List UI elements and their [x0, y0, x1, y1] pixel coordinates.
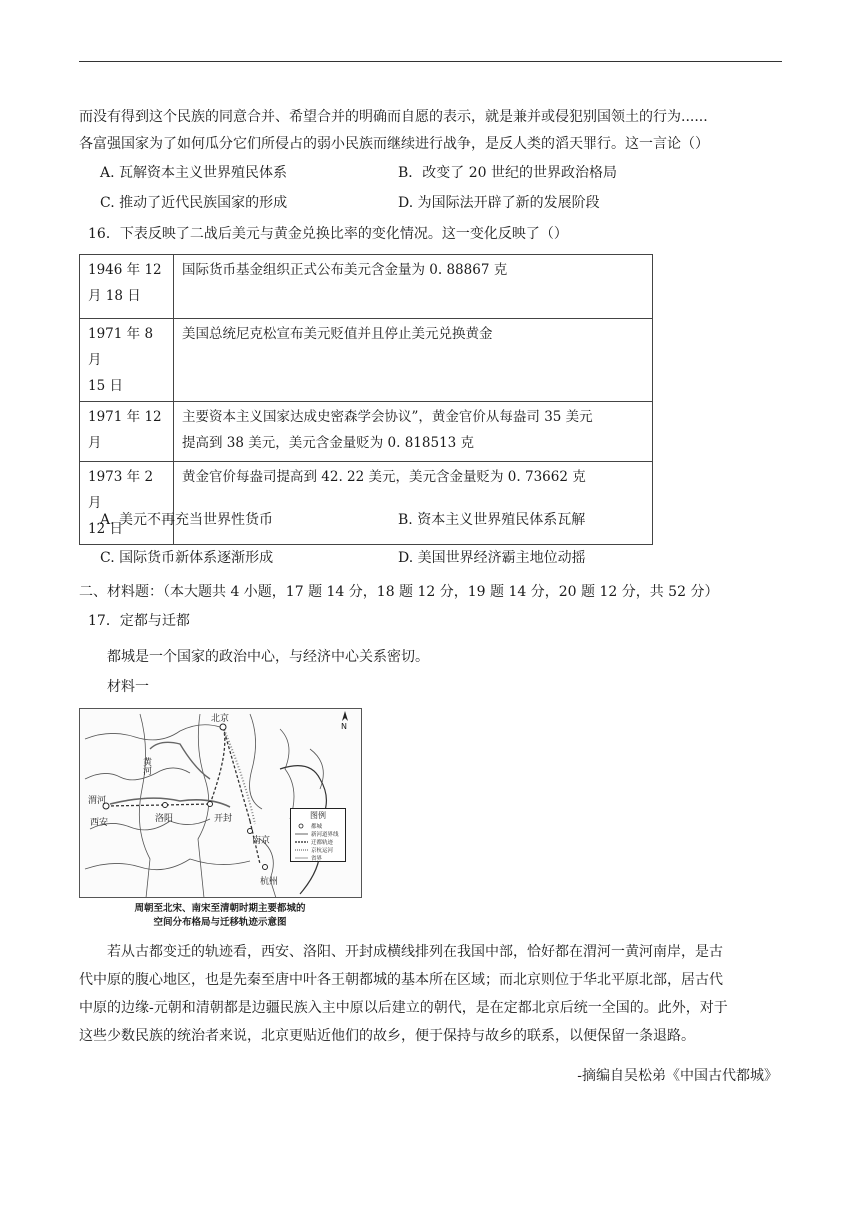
- capitals-map: [79, 708, 362, 898]
- material-label: 材料一: [107, 679, 149, 695]
- legend-item: 新河道界线: [311, 832, 339, 838]
- q16-option-d: D. 美国世界经济霸主地位动摇: [398, 550, 586, 566]
- table-cell-date: 1973 年 2 月 12 日: [80, 462, 174, 545]
- legend-item: 省界: [311, 856, 323, 862]
- table-cell-date: 1946 年 12 月 18 日: [80, 255, 174, 319]
- section2-heading: 二、材料题：（本大题共 4 小题，17 题 14 分，18 题 12 分，19 题 14 分，20 题 12 分，共 52 分）: [79, 584, 719, 600]
- table-cell-event: 国际货币基金组织正式公布美元含金量为 0. 88867 克: [174, 255, 653, 319]
- map-label-nanjing: 南京: [252, 836, 271, 846]
- q16-option-a: A. 美元不再充当世界性货币: [100, 512, 274, 528]
- map-caption: 周朝至北宋、南宋至清朝时期主要都城的 空间分布格局与迁移轨迹示意图: [134, 903, 306, 928]
- legend-item: 京杭运河: [311, 848, 334, 854]
- para-line-2: 代中原的腹心地区，也是先秦至唐中叶各王朝都城的基本所在区域；而北京则位于华北平原北部，居古代: [79, 972, 723, 988]
- map-label-xian: 西安: [90, 818, 109, 828]
- map-label-hangzhou: 杭州: [260, 877, 279, 887]
- map-label-weihe: 渭河: [88, 796, 107, 806]
- map-label-huanghe: 黄河: [141, 757, 151, 775]
- q17-title: 17．定都与迁都: [88, 613, 190, 629]
- header-rule: [79, 61, 782, 62]
- table-row: [80, 319, 653, 402]
- map-legend: [290, 808, 346, 862]
- q15-option-d: D. 为国际法开辟了新的发展阶段: [398, 195, 600, 211]
- legend-title: 图例: [310, 811, 326, 820]
- para-line-3: 中原的边缘-元朝和清朝都是边疆民族入主中原以后建立的朝代，是在定都北京后统一全国的。此外，对于: [79, 1000, 728, 1016]
- para-line-4: 这些少数民族的统治者来说，北京更贴近他们的故乡，便于保持与故乡的联系，以便保留一条退路。: [79, 1028, 695, 1044]
- map-label-luoyang: 洛阳: [155, 814, 174, 824]
- table-cell-event: 主要资本主义国家达成史密森学会协议”，黄金官价从每盎司 35 美元 提高到 38 美元，美元含金量贬为 0. 818513 克: [174, 402, 653, 462]
- q15-option-a: A. 瓦解资本主义世界殖民体系: [100, 165, 288, 181]
- north-arrow-icon: N: [341, 722, 347, 731]
- table-cell-date: 1971 年 12 月: [80, 402, 174, 462]
- table-cell-date: 1971 年 8 月 15 日: [80, 319, 174, 402]
- dollar-gold-table: [79, 254, 653, 545]
- intro-line-2: 各富强国家为了如何瓜分它们所侵占的弱小民族而继续进行战争，是反人类的滔天罪行。这一言论（）: [79, 136, 709, 152]
- intro-line-1: 而没有得到这个民族的同意合并、希望合并的明确而自愿的表示，就是兼并或侵犯别国领土的行为......: [79, 109, 708, 125]
- map-graphic: [80, 709, 362, 898]
- q15-option-c: C. 推动了近代民族国家的形成: [100, 195, 288, 211]
- source-citation: -摘编自吴松弟《中国古代都城》: [577, 1068, 778, 1084]
- para-line-1: 若从古都变迁的轨迹看，西安、洛阳、开封成横线排列在我国中部，恰好都在渭河一黄河南岸，是古: [107, 944, 723, 960]
- table-row: [80, 255, 653, 319]
- table-cell-event: 美国总统尼克松宣布美元贬值并且停止美元兑换黄金: [174, 319, 653, 402]
- table-row: [80, 462, 653, 545]
- table-row: [80, 402, 653, 462]
- q16-option-b: B. 资本主义世界殖民体系瓦解: [398, 512, 586, 528]
- table-cell-event: 黄金官价每盎司提高到 42. 22 美元，美元含金量贬为 0. 73662 克: [174, 462, 653, 545]
- q17-intro: 都城是一个国家的政治中心，与经济中心关系密切。: [107, 649, 429, 665]
- legend-item: 迁都轨迹: [311, 840, 334, 846]
- legend-item: 都城: [311, 824, 323, 830]
- map-label-beijing: 北京: [211, 714, 230, 724]
- q16-option-c: C. 国际货币新体系逐渐形成: [100, 550, 274, 566]
- legend-symbols: [291, 809, 347, 863]
- q16-stem: 16．下表反映了二战后美元与黄金兑换比率的变化情况。这一变化反映了（）: [88, 226, 568, 242]
- q15-option-b: B．改变了 20 世纪的世界政治格局: [398, 165, 618, 181]
- map-label-kaifeng: 开封: [214, 814, 233, 824]
